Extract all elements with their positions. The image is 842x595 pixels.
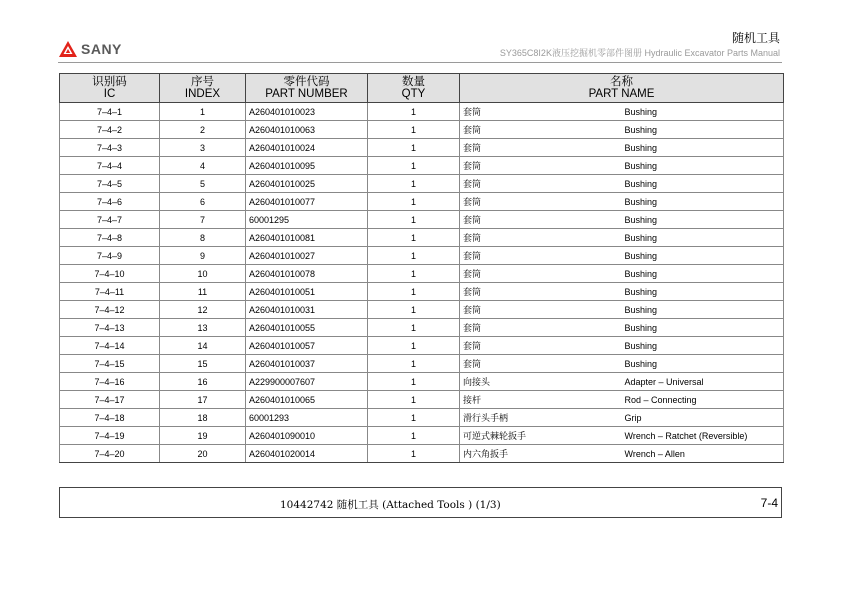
table-row [60,229,784,247]
cell-part-name-en: Bushing [622,229,784,247]
table-row [60,157,784,175]
cell-qty: 1 [368,121,460,139]
cell-ic: 7–4–16 [60,373,160,391]
cell-part-name-zh: 套筒 [460,265,622,283]
cell-ic: 7–4–10 [60,265,160,283]
cell-part-name-en: Grip [622,409,784,427]
column-header-qty: 数量 QTY [368,74,460,103]
table-row [60,301,784,319]
cell-part-name-zh: 套筒 [460,337,622,355]
parts-table [59,73,784,463]
cell-part-number: A260401010063 [246,121,368,139]
table-row [60,103,784,121]
cell-index: 14 [160,337,246,355]
cell-index: 12 [160,301,246,319]
cell-part-name-zh: 内六角扳手 [460,445,622,463]
cell-part-number: A229900007607 [246,373,368,391]
cell-qty: 1 [368,265,460,283]
table-row [60,193,784,211]
cell-index: 4 [160,157,246,175]
cell-part-name-zh: 套筒 [460,283,622,301]
cell-qty: 1 [368,409,460,427]
cell-index: 3 [160,139,246,157]
cell-ic: 7–4–3 [60,139,160,157]
table-row [60,445,784,463]
cell-part-name-en: Wrench – Allen [622,445,784,463]
cell-qty: 1 [368,157,460,175]
table-row [60,175,784,193]
table-row [60,139,784,157]
cell-qty: 1 [368,337,460,355]
cell-qty: 1 [368,301,460,319]
cell-index: 5 [160,175,246,193]
cell-part-number: A260401010031 [246,301,368,319]
cell-ic: 7–4–17 [60,391,160,409]
cell-index: 6 [160,193,246,211]
cell-part-number: A260401010051 [246,283,368,301]
section-title: 随机工具 [731,31,780,45]
cell-qty: 1 [368,193,460,211]
cell-part-name-en: Wrench – Ratchet (Reversible) [622,427,784,445]
cell-part-number: A260401020014 [246,445,368,463]
cell-qty: 1 [368,427,460,445]
cell-part-name-en: Bushing [622,247,784,265]
cell-part-number: A260401010023 [246,103,368,121]
table-row [60,211,784,229]
cell-part-number: A260401010065 [246,391,368,409]
cell-part-name-en: Bushing [622,211,784,229]
cell-ic: 7–4–1 [60,103,160,121]
cell-part-name-en: Bushing [622,139,784,157]
cell-part-number: A260401010027 [246,247,368,265]
cell-part-number: A260401090010 [246,427,368,445]
cell-ic: 7–4–6 [60,193,160,211]
cell-ic: 7–4–4 [60,157,160,175]
cell-part-name-en: Bushing [622,121,784,139]
column-header-index: 序号 INDEX [160,74,246,103]
footer-box [59,487,782,518]
cell-qty: 1 [368,445,460,463]
sany-logo [58,40,122,58]
cell-index: 19 [160,427,246,445]
cell-part-name-zh: 套筒 [460,103,622,121]
cell-qty: 1 [368,175,460,193]
column-header-ic: 识别码 IC [60,74,160,103]
cell-part-name-zh: 套筒 [460,229,622,247]
cell-part-number: A260401010055 [246,319,368,337]
cell-part-name-en: Bushing [622,337,784,355]
cell-ic: 7–4–11 [60,283,160,301]
cell-part-name-zh: 套筒 [460,121,622,139]
cell-qty: 1 [368,139,460,157]
table-row [60,247,784,265]
cell-index: 7 [160,211,246,229]
cell-qty: 1 [368,319,460,337]
cell-part-number: A260401010078 [246,265,368,283]
table-row [60,121,784,139]
cell-index: 18 [160,409,246,427]
cell-qty: 1 [368,391,460,409]
column-header-part-name: 名称 PART NAME [460,74,784,103]
cell-qty: 1 [368,229,460,247]
cell-part-name-zh: 套筒 [460,157,622,175]
cell-qty: 1 [368,103,460,121]
cell-part-name-en: Bushing [622,301,784,319]
table-row [60,319,784,337]
cell-part-number: A260401010025 [246,175,368,193]
cell-part-name-en: Bushing [622,193,784,211]
page-number: 7-4 [760,496,778,510]
cell-qty: 1 [368,373,460,391]
cell-part-name-zh: 套筒 [460,319,622,337]
cell-part-name-en: Bushing [622,283,784,301]
cell-qty: 1 [368,355,460,373]
logo-text: SANY [81,41,122,57]
cell-index: 9 [160,247,246,265]
cell-part-name-en: Adapter – Universal [622,373,784,391]
cell-ic: 7–4–8 [60,229,160,247]
cell-part-name-zh: 套筒 [460,139,622,157]
cell-part-number: A260401010081 [246,229,368,247]
cell-index: 15 [160,355,246,373]
header-divider [58,62,782,63]
cell-part-name-en: Bushing [622,157,784,175]
cell-part-name-en: Bushing [622,319,784,337]
table-row [60,391,784,409]
cell-index: 11 [160,283,246,301]
cell-part-name-en: Bushing [622,355,784,373]
table-row [60,355,784,373]
cell-qty: 1 [368,211,460,229]
cell-ic: 7–4–7 [60,211,160,229]
cell-part-name-en: Bushing [622,175,784,193]
cell-part-number: 60001295 [246,211,368,229]
table-row [60,265,784,283]
cell-part-number: A260401010077 [246,193,368,211]
cell-part-name-zh: 套筒 [460,175,622,193]
cell-index: 20 [160,445,246,463]
table-row [60,373,784,391]
cell-part-name-zh: 套筒 [460,301,622,319]
cell-part-name-en: Bushing [622,265,784,283]
cell-part-number: 60001293 [246,409,368,427]
manual-subtitle: SY365C8I2K液压挖掘机零部件图册 Hydraulic Excavator Parts Manual [499,48,780,58]
cell-ic: 7–4–15 [60,355,160,373]
cell-part-name-zh: 套筒 [460,355,622,373]
table-header-row [60,74,784,103]
cell-qty: 1 [368,283,460,301]
cell-index: 17 [160,391,246,409]
footer-text: 10442742 随机工具 (Attached Tools ) (1/3) [280,499,501,511]
cell-part-number: A260401010024 [246,139,368,157]
cell-ic: 7–4–18 [60,409,160,427]
table-row [60,427,784,445]
cell-part-name-en: Rod – Connecting [622,391,784,409]
cell-part-name-zh: 套筒 [460,193,622,211]
cell-ic: 7–4–19 [60,427,160,445]
cell-part-number: A260401010095 [246,157,368,175]
cell-ic: 7–4–14 [60,337,160,355]
cell-part-name-en: Bushing [622,103,784,121]
table-row [60,337,784,355]
sany-logo-icon [58,40,78,58]
cell-part-name-zh: 套筒 [460,247,622,265]
cell-part-number: A260401010057 [246,337,368,355]
column-header-part-number: 零件代码 PART NUMBER [246,74,368,103]
cell-index: 16 [160,373,246,391]
cell-ic: 7–4–20 [60,445,160,463]
cell-qty: 1 [368,247,460,265]
cell-part-name-zh: 套筒 [460,211,622,229]
table-row [60,409,784,427]
cell-ic: 7–4–12 [60,301,160,319]
cell-index: 2 [160,121,246,139]
cell-index: 8 [160,229,246,247]
table-row [60,283,784,301]
cell-part-name-zh: 向接头 [460,373,622,391]
cell-ic: 7–4–2 [60,121,160,139]
cell-ic: 7–4–9 [60,247,160,265]
cell-ic: 7–4–5 [60,175,160,193]
cell-part-name-zh: 可逆式棘轮扳手 [460,427,622,445]
cell-index: 13 [160,319,246,337]
cell-part-number: A260401010037 [246,355,368,373]
cell-ic: 7–4–13 [60,319,160,337]
cell-index: 10 [160,265,246,283]
cell-part-name-zh: 接杆 [460,391,622,409]
cell-part-name-zh: 滑行头手柄 [460,409,622,427]
cell-index: 1 [160,103,246,121]
